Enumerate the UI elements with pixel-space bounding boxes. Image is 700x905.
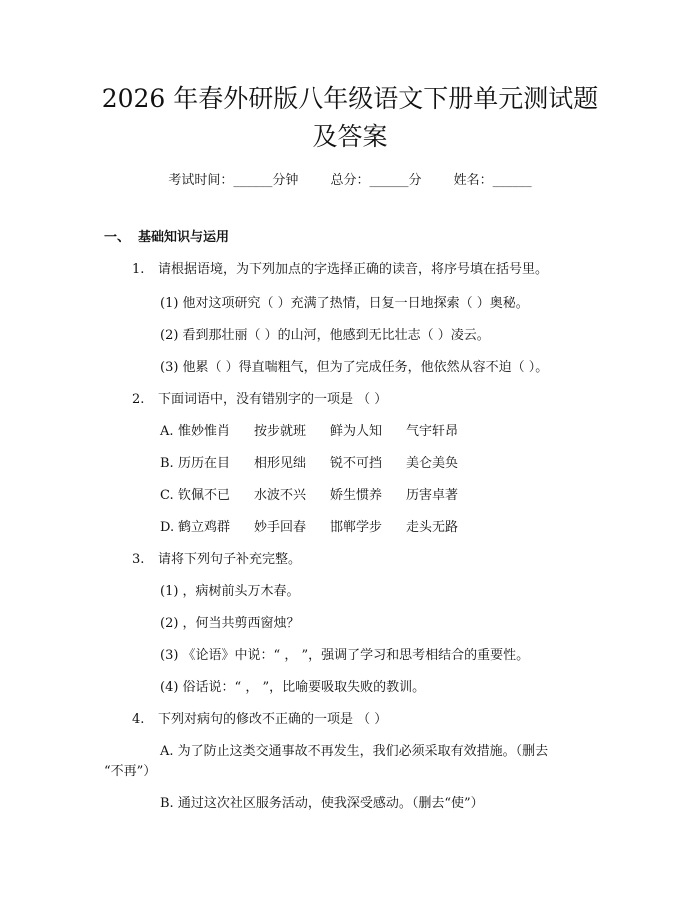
- option-word: 气宇轩昂: [406, 424, 459, 439]
- section-number: 一、: [104, 230, 131, 245]
- option-word: 鲜为人知: [330, 424, 383, 439]
- option-word: 鹤立鸡群: [178, 520, 231, 535]
- option-word: 钦佩不已: [178, 488, 231, 503]
- question-1: [132, 263, 548, 276]
- option-word: 妙手回春: [254, 520, 307, 535]
- question-4-option-a-continued: “不再”）: [104, 764, 157, 779]
- question-3-item-4: (4) 俗话说：“ ， ”，比喻要吸取失败的教训。: [160, 680, 426, 695]
- question-2: [132, 393, 387, 406]
- question-1-item-1: (1) 他对这项研究（ ）充满了热情，日复一日地探索（ ）奥秘。: [160, 296, 529, 311]
- option-label: C.: [160, 488, 174, 503]
- question-3-item-2: (2) ，何当共剪西窗烛？: [160, 616, 300, 631]
- question-3-item-1: (1) ，病树前头万木春。: [160, 584, 300, 599]
- question-4-option-a: A. 为了防止这类交通事故不再发生，我们必须采取有效措施。（删去: [160, 744, 549, 759]
- option-word: 走头无路: [406, 520, 459, 535]
- question-text: 下面词语中，没有错别字的一项是 （ ）: [158, 392, 388, 407]
- total-score: 总分：______分: [330, 173, 422, 188]
- option-label: D.: [160, 520, 175, 535]
- option-word: 按步就班: [254, 424, 307, 439]
- question-number: 4.: [132, 712, 145, 727]
- option-label: B.: [160, 456, 174, 471]
- question-3: [132, 553, 301, 566]
- question-2-option-c: [160, 489, 482, 502]
- question-number: 1.: [132, 262, 145, 277]
- question-1-item-2: (2) 看到那壮丽（ ）的山河，他感到无比壮志（ ）凌云。: [160, 328, 490, 343]
- option-word: 邯郸学步: [330, 520, 383, 535]
- option-word: 娇生惯养: [330, 488, 383, 503]
- option-word: 历害卓著: [406, 488, 459, 503]
- student-name: 姓名：______: [453, 173, 532, 188]
- option-word: 惟妙惟肖: [178, 424, 231, 439]
- question-2-option-b: [160, 457, 482, 470]
- option-label: A.: [160, 424, 174, 439]
- section-heading: [104, 231, 229, 244]
- option-word: 美仑美奂: [406, 456, 459, 471]
- question-text: 下列对病句的修改不正确的一项是 （ ）: [158, 712, 388, 727]
- question-4: [132, 713, 387, 726]
- question-number: 2.: [132, 392, 145, 407]
- question-2-option-a: [160, 425, 482, 438]
- option-word: 相形见绌: [254, 456, 307, 471]
- page-title-continued: 及答案: [312, 122, 388, 151]
- question-text: 请将下列句子补充完整。: [158, 552, 302, 567]
- question-text: 请根据语境，为下列加点的字选择正确的读音，将序号填在括号里。: [158, 262, 549, 277]
- page-title: 2026 年春外研版八年级语文下册单元测试题: [101, 84, 599, 113]
- question-1-item-3: (3) 他累（ ）得直喘粗气，但为了完成任务，他依然从容不迫（ ）。: [160, 360, 549, 375]
- question-3-item-3: (3) 《论语》中说：“ ， ”，强调了学习和思考相结合的重要性。: [160, 648, 530, 663]
- option-word: 水波不兴: [254, 488, 307, 503]
- question-number: 3.: [132, 552, 145, 567]
- option-word: 锐不可挡: [330, 456, 383, 471]
- question-4-option-b: B. 通过这次社区服务活动，使我深受感动。（删去“使”）: [160, 796, 484, 811]
- option-word: 历历在目: [178, 456, 231, 471]
- section-title: 基础知识与运用: [138, 230, 230, 245]
- exam-time: 考试时间：______分钟: [168, 173, 299, 188]
- question-2-option-d: [160, 521, 482, 534]
- exam-info-line: [0, 169, 700, 188]
